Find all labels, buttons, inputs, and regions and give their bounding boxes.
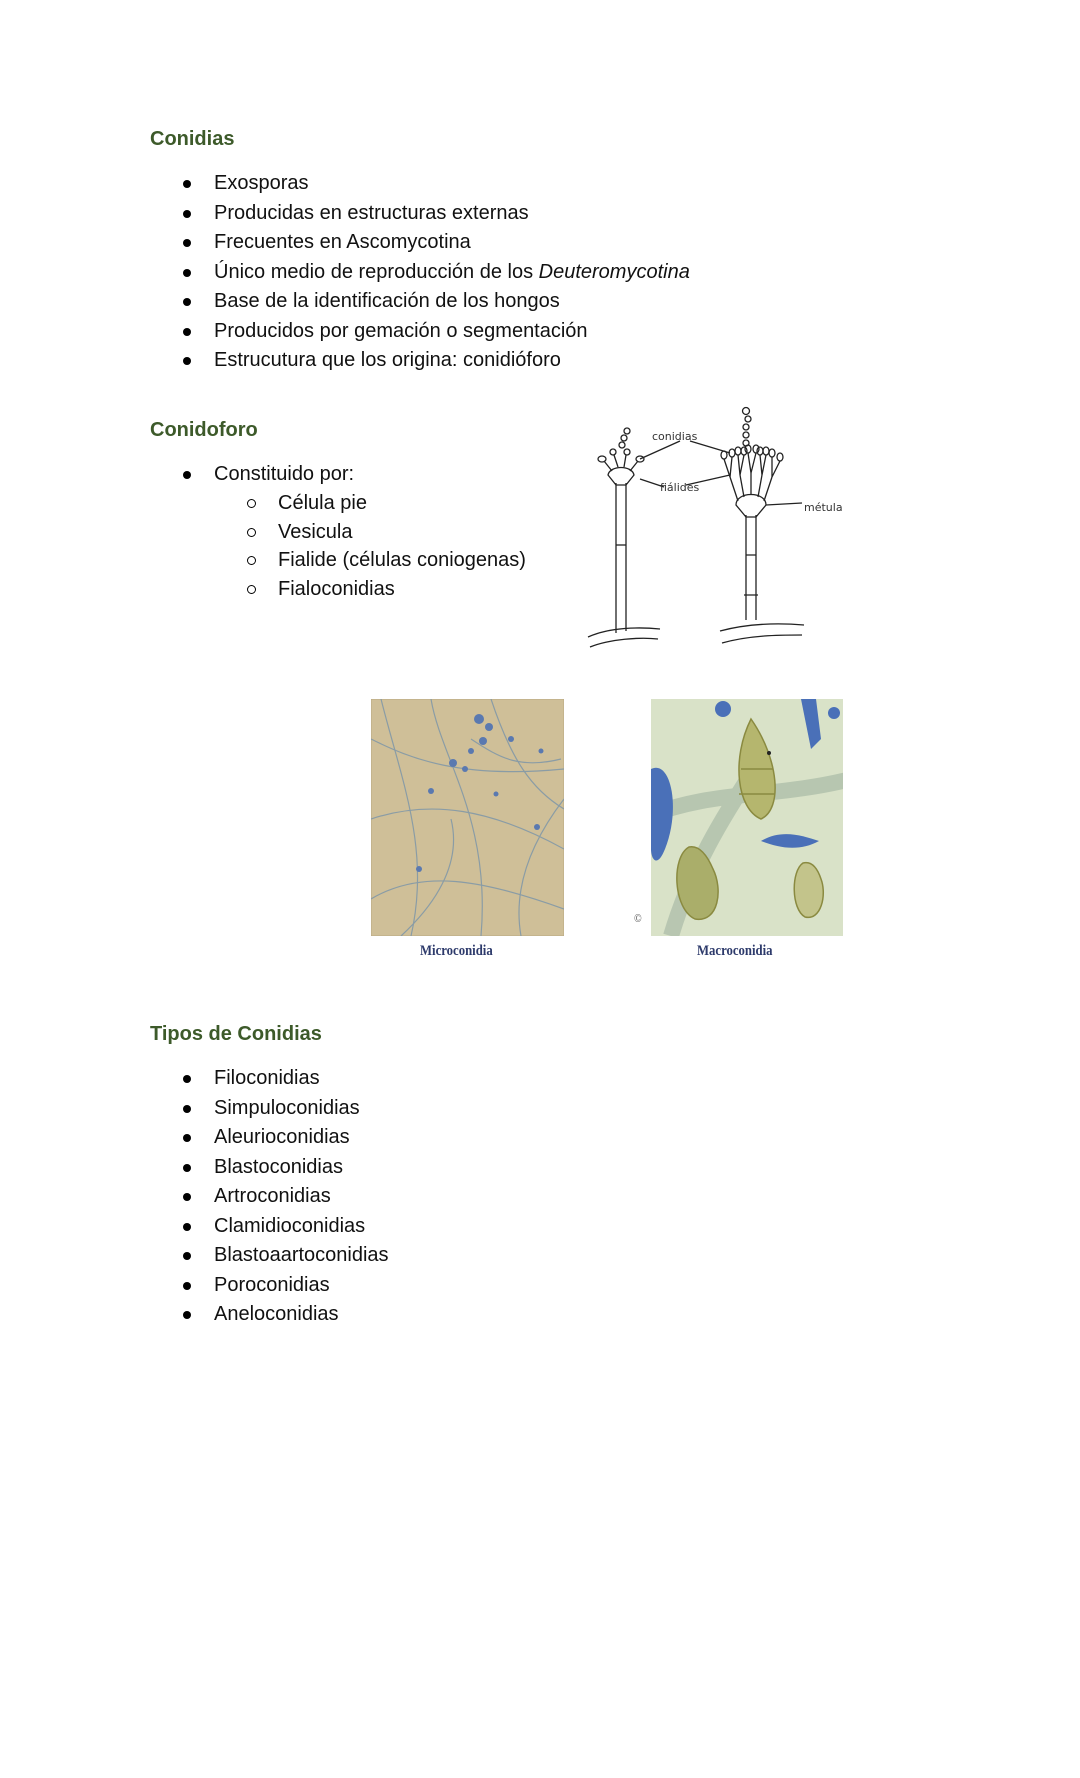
bullet-icon (183, 328, 191, 336)
sub-list-item: Vesicula (150, 518, 526, 547)
conidoforo-sublist (150, 489, 526, 603)
bullet-icon (183, 471, 191, 479)
bullet-icon (183, 269, 191, 277)
bullet-icon (183, 1252, 191, 1260)
bullet-icon (183, 357, 191, 365)
bullet-icon (183, 1075, 191, 1083)
sub-list-item: Célula pie (150, 489, 526, 518)
circle-bullet-icon (247, 556, 256, 565)
list-item: Producidas en estructuras externas (150, 199, 690, 229)
bullet-icon (183, 1134, 191, 1142)
conidiophore-diagram (580, 405, 850, 665)
label-fialides: fiálides (660, 481, 700, 494)
list-item: Blastoaartoconidias (150, 1241, 389, 1271)
list-item: Blastoconidias (150, 1153, 389, 1183)
conidias-list (150, 169, 690, 376)
circle-bullet-icon (247, 499, 256, 508)
copyright-mark: © (634, 911, 642, 925)
list-item: Poroconidias (150, 1271, 389, 1301)
conidoforo-heading: Conidoforo (150, 419, 258, 441)
bullet-icon (183, 1164, 191, 1172)
bullet-icon (183, 1105, 191, 1113)
sub-list-item: Fialide (células coniogenas) (150, 546, 526, 575)
list-item: Estrucutura que los origina: conidióforo (150, 346, 690, 376)
tipos-list (150, 1064, 389, 1330)
list-item: Frecuentes en Ascomycotina (150, 228, 690, 258)
macroconidia-caption: Macroconidia (697, 943, 773, 959)
bullet-icon (183, 298, 191, 306)
bullet-icon (183, 180, 191, 188)
circle-bullet-icon (247, 528, 256, 537)
list-item: Artroconidias (150, 1182, 389, 1212)
bullet-icon (183, 210, 191, 218)
list-item: Base de la identificación de los hongos (150, 287, 690, 317)
microconidia-micrograph (371, 699, 564, 936)
bullet-icon (183, 1282, 191, 1290)
list-item: Aneloconidias (150, 1300, 389, 1330)
tipos-heading: Tipos de Conidias (150, 1023, 322, 1045)
bullet-icon (183, 1193, 191, 1201)
list-item: Exosporas (150, 169, 690, 199)
circle-bullet-icon (247, 585, 256, 594)
macroconidia-micrograph (651, 699, 843, 936)
label-conidias: conidias (652, 430, 698, 443)
list-item: Producidos por gemación o segmentación (150, 317, 690, 347)
bullet-icon (183, 239, 191, 247)
list-item: Aleurioconidias (150, 1123, 389, 1153)
list-item: Filoconidias (150, 1064, 389, 1094)
bullet-icon (183, 1311, 191, 1319)
conidoforo-list (150, 460, 354, 490)
microconidia-caption: Microconidia (420, 943, 493, 959)
conidias-heading: Conidias (150, 128, 235, 150)
list-item: Constituido por: (150, 460, 354, 490)
sub-list-item: Fialoconidias (150, 575, 526, 604)
label-metula: métula (804, 501, 843, 514)
list-item: Simpuloconidias (150, 1094, 389, 1124)
bullet-icon (183, 1223, 191, 1231)
list-item: Clamidioconidias (150, 1212, 389, 1242)
list-item: Único medio de reproducción de los Deuteromycotina (150, 258, 690, 288)
